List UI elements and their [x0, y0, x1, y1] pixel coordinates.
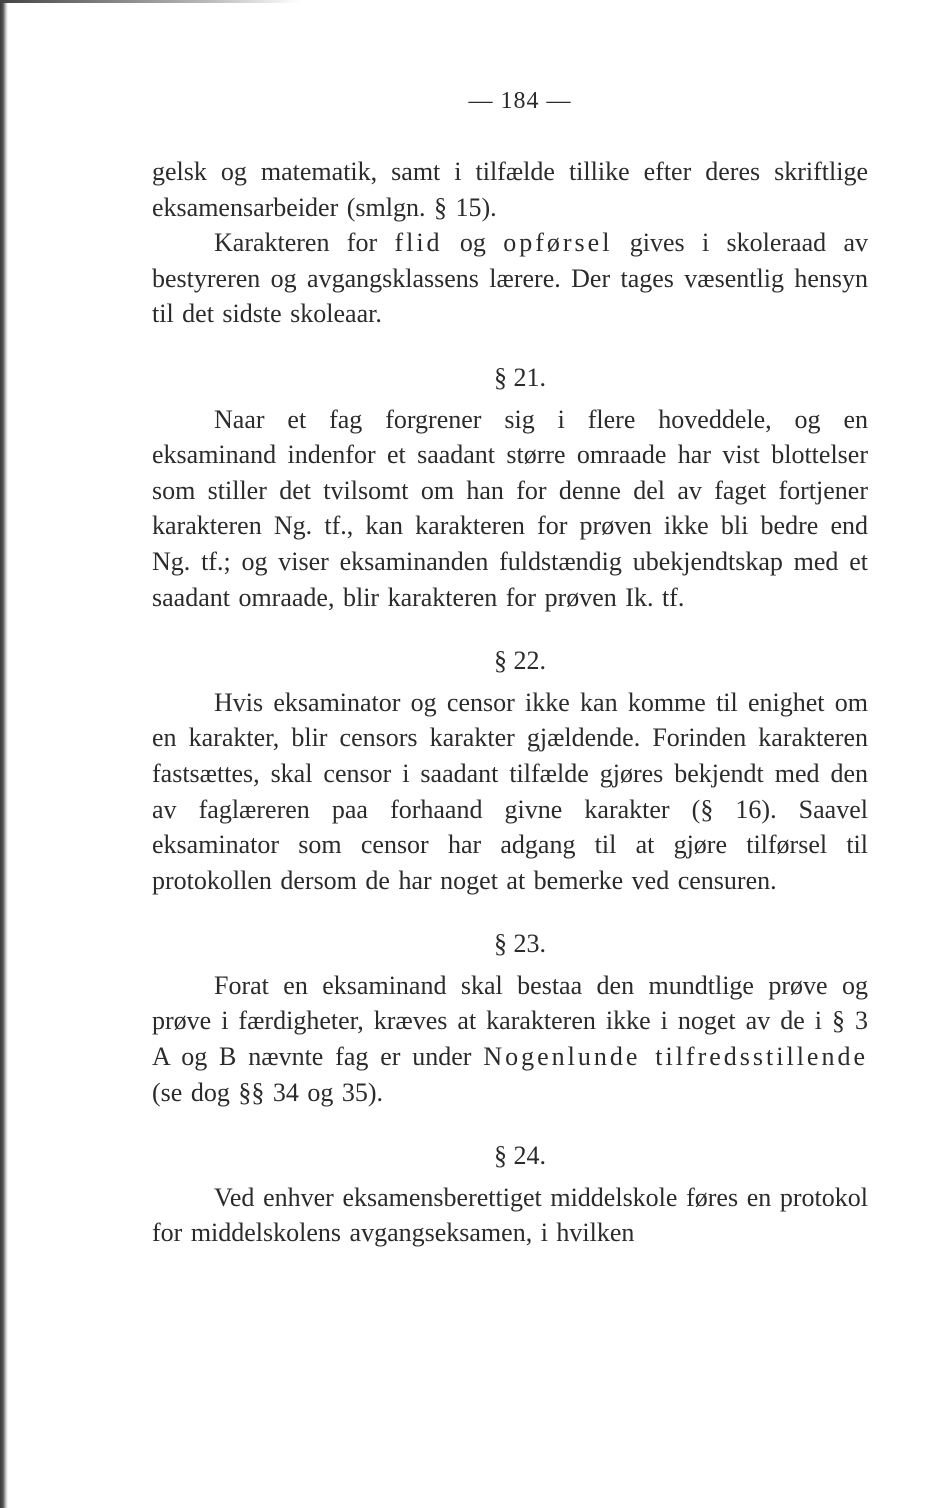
- paragraph-text-after: gives i skoleraad av bestyreren og avgangsklassens lærere. Der tages væsentlig hensyn til det sidste skoleaar.: [152, 228, 868, 329]
- paragraph-text-after: (se dog §§ 34 og 35).: [152, 1077, 383, 1107]
- section-heading-23: § 23.: [494, 929, 546, 959]
- section-24-paragraph: [152, 1180, 868, 1251]
- paragraph-text: Ved enhver eksamensberettiget middelskole føres en protokol for middelskolens avgangseksamen, i hvilken: [152, 1182, 868, 1248]
- section-22-paragraph: [152, 685, 868, 899]
- paragraph-text-before: Forat en eksaminand skal bestaa den mundtlige prøve og prøve i færdigheter, kræves at karakteren ikke i noget av de i § 3 A og B nævnte fag er under: [152, 970, 868, 1072]
- section-heading-24: § 24.: [494, 1141, 546, 1171]
- paragraph-text-before: Karakteren for: [214, 228, 395, 258]
- section-21-paragraph: [152, 402, 868, 616]
- paragraph-karakter: [152, 225, 868, 332]
- section-heading-22: § 22.: [494, 646, 546, 676]
- paragraph-continuation: [152, 154, 868, 225]
- page-number: — 184 —: [468, 88, 572, 114]
- section-heading-21: § 21.: [494, 362, 546, 392]
- page-edge-shadow: [0, 0, 8, 1508]
- paragraph-text: Naar et fag forgrener sig i flere hoveddele, og en eksaminand indenfor et saadant større omraade har vist blottelser som stiller det tvilsomt om han for denne del av faget fortjener karakteren Ng. tf., kan karakteren for prøven ikke bli bedre end Ng. tf.; og viser eksaminanden fuldstændig ubekjendtskap med et saadant omraade, blir karakteren for prøven Ik. tf.: [152, 404, 868, 612]
- paragraph-text-middle: og: [442, 228, 504, 258]
- emphasis-flid: flid: [394, 228, 443, 258]
- section-23-paragraph: [152, 968, 868, 1110]
- emphasis-nogenlunde: Nogenlunde tilfredsstillende: [483, 1042, 868, 1072]
- page-top-edge: [0, 0, 300, 3]
- paragraph-text: Hvis eksaminator og censor ikke kan komme til enighet om en karakter, blir censors karakter gjældende. Forinden karakteren fastsættes, skal censor i saadant tilfælde gjøres bekjendt med den av faglæreren paa forhaand givne karakter (§ 16). Saavel eksaminator som censor har adgang til at gjøre tilførsel til protokollen dersom de har noget at bemerke ved censuren.: [152, 687, 868, 895]
- document-page: [152, 84, 868, 1251]
- emphasis-opforsel: opførsel: [503, 228, 613, 258]
- paragraph-text: gelsk og matematik, samt i tilfælde tillike efter deres skriftlige eksamensarbeider (smlgn. § 15).: [152, 157, 868, 222]
